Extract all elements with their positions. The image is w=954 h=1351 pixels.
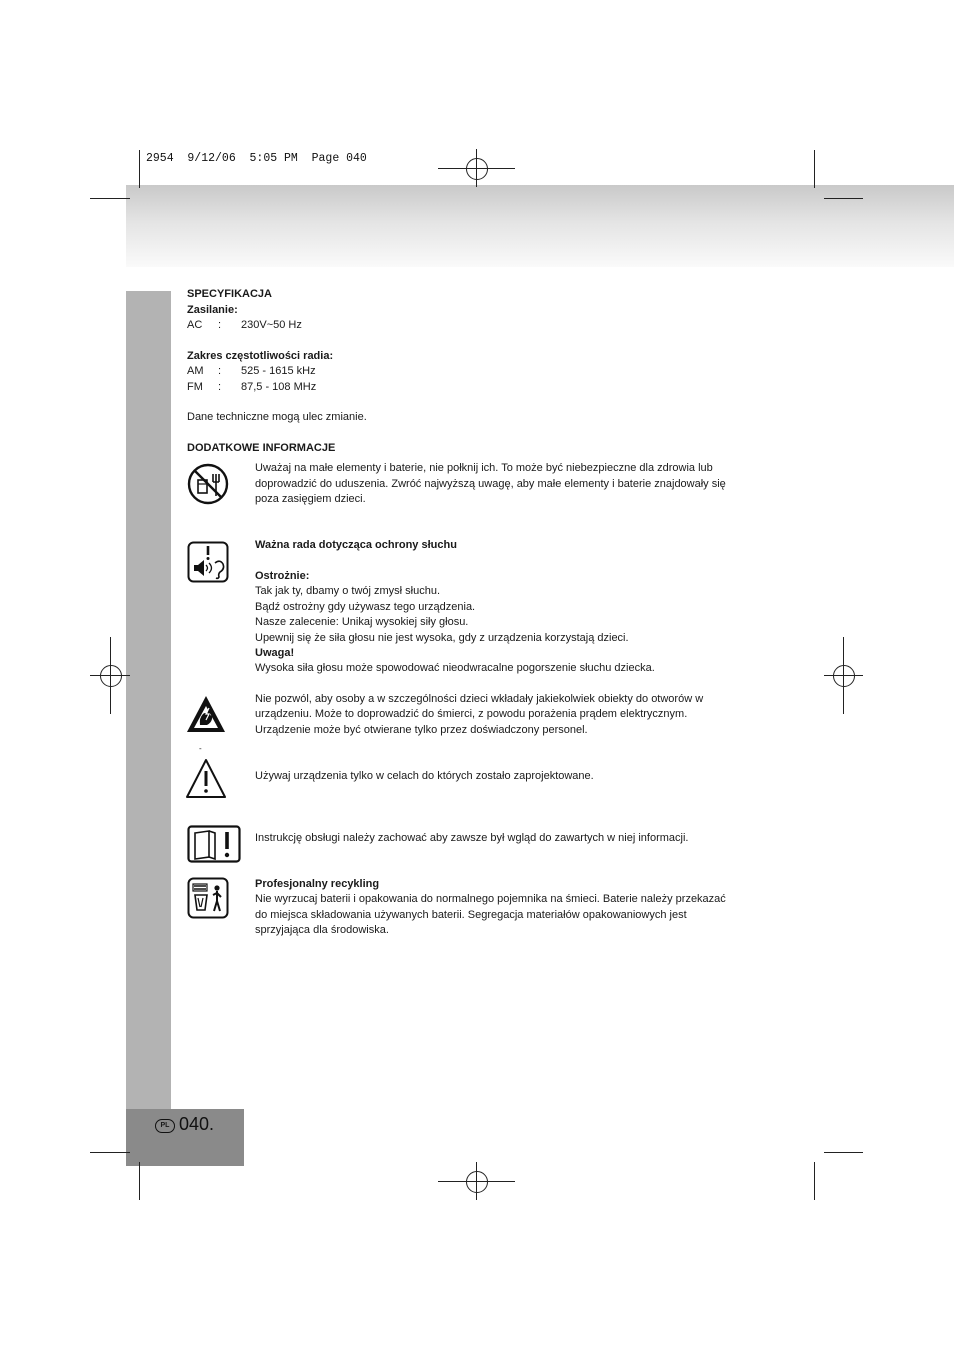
electric-line: Nie pozwól, aby osoby a w szczególności dzieci wkładały jakiekolwiek obiekty do otworów w (255, 693, 704, 705)
registration-line (476, 1162, 477, 1200)
manual-text: Instrukcję obsługi należy zachować aby zawsze był wgląd do zawartych w niej informacji. (255, 832, 689, 844)
registration-mark (466, 158, 488, 180)
registration-mark (466, 1171, 488, 1193)
recycling-line: Nie wyrzucaj baterii i opakowania do normalnego pojemnika na śmieci. Baterie należy przekazać (255, 893, 726, 905)
registration-line (476, 149, 477, 187)
hearing-line: Nasze zalecenie: Unikaj wysokiej siły głosu. (255, 616, 469, 628)
freq-label: Zakres częstotliwości radia: (187, 350, 334, 362)
recycling-bin-icon (187, 877, 229, 919)
registration-mark (100, 665, 122, 687)
fm-separator: : (218, 381, 222, 393)
caution-triangle-icon (185, 757, 227, 799)
recycling-line: sprzyjająca dla środowiska. (255, 924, 389, 936)
am-label: AM (187, 365, 204, 377)
warning-text: Wysoka siła głosu może spowodować nieodwracalne pogorszenie słuchu dziecka. (255, 662, 655, 674)
purpose-text: Używaj urządzenia tylko w celach do których zostało zaprojektowane. (255, 770, 594, 782)
crop-mark (139, 150, 140, 188)
crop-mark (814, 1162, 815, 1200)
hearing-line: Tak jak ty, dbamy o twój zmysł słuchu. (255, 585, 441, 597)
small-parts-line: Uważaj na małe elementy i baterie, nie połknij ich. To może być niebezpieczne dla zdrowia lub (255, 462, 713, 474)
crop-mark (90, 1152, 130, 1153)
registration-mark (833, 665, 855, 687)
crop-mark (824, 1152, 863, 1153)
print-header: 2954 9/12/06 5:05 PM Page 040 (146, 152, 367, 165)
spec-note: Dane techniczne mogą ulec zmianie. (187, 411, 367, 423)
crop-mark (90, 198, 130, 199)
manual-icon (187, 825, 241, 863)
electric-shock-warning-icon (185, 694, 227, 736)
ac-label: AC (187, 319, 203, 331)
language-badge: PL (155, 1119, 175, 1133)
fm-label: FM (187, 381, 203, 393)
power-label: Zasilanie: (187, 303, 238, 316)
am-separator: : (218, 365, 222, 377)
page-number: 040. (179, 1114, 215, 1134)
crop-mark (824, 198, 863, 199)
recycling-line: do miejsca składowania używanych baterii. Segregacja materiałów opakowaniowych jest (255, 909, 687, 921)
crop-mark (139, 1162, 140, 1200)
hearing-line: Upewnij się że siła głosu nie jest wysoka, gdy z urządzenia korzystają dzieci. (255, 632, 629, 644)
ac-separator: : (218, 319, 222, 331)
no-swallow-icon (187, 463, 229, 505)
registration-line (843, 637, 844, 714)
small-parts-line: doprowadzić do uduszenia. Zwróć najwyższą uwagę, aby małe elementy i baterie znajdowały się (255, 477, 726, 490)
hearing-line: Bądź ostrożny gdy używasz tego urządzenia. (255, 601, 476, 613)
caution-label: Ostrożnie: (255, 570, 310, 582)
am-value: 525 - 1615 kHz (241, 365, 316, 377)
small-parts-line: poza zasięgiem dzieci. (255, 493, 366, 505)
warning-label: Uwaga! (255, 647, 295, 659)
crop-mark (814, 150, 815, 188)
ac-value: 230V~50 Hz (241, 319, 302, 331)
recycling-title: Profesjonalny recykling (255, 878, 380, 890)
registration-line (110, 637, 111, 714)
spec-heading: SPECYFIKACJA (187, 288, 272, 300)
hearing-title: Ważna rada dotycząca ochrony słuchu (255, 539, 457, 551)
stray-mark: - (199, 744, 202, 753)
electric-line: Urządzenie może być otwierane tylko przez doświadczony personel. (255, 724, 588, 736)
hearing-warning-icon (187, 541, 229, 583)
fm-value: 87,5 - 108 MHz (241, 381, 317, 393)
electric-line: urządzeniu. Może to doprowadzić do śmierci, z powodu porażenia prądem elektrycznym. (255, 708, 688, 720)
extra-heading: DODATKOWE INFORMACJE (187, 442, 336, 454)
side-bar (126, 291, 171, 1109)
